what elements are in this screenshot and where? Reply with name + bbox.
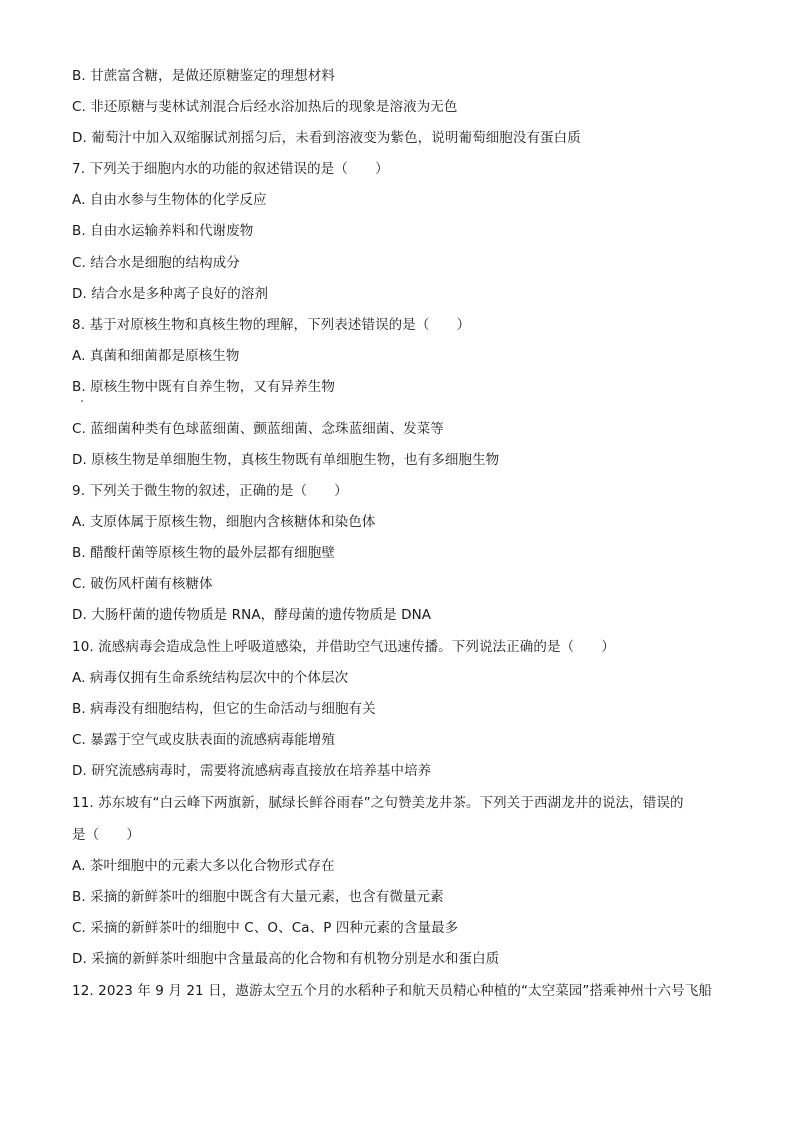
q10-option-c: C. 暴露于空气或皮肤表面的流感病毒能增殖 — [72, 732, 336, 748]
q8-stem: 8. 基于对原核生物和真核生物的理解，下列表述错误的是（ ） — [72, 317, 471, 333]
q10-option-d: D. 研究流感病毒时，需要将流感病毒直接放在培养基中培养 — [72, 763, 432, 779]
q7-option-d: D. 结合水是多种离子良好的溶剂 — [72, 286, 269, 302]
q9-option-c: C. 破伤风杆菌有核糖体 — [72, 576, 213, 592]
q7-option-a: A. 自由水参与生物体的化学反应 — [72, 192, 267, 208]
q12-stem: 12. 2023 年 9 月 21 日，遨游太空五个月的水稻种子和航天员精心种植的“太空菜园”搭乘神州十六号飞船 — [72, 983, 712, 999]
q8-option-d: D. 原核生物是单细胞生物，真核生物既有单细胞生物，也有多细胞生物 — [72, 452, 500, 468]
q10-option-b: B. 病毒没有细胞结构，但它的生命活动与细胞有关 — [72, 701, 376, 717]
q6-option-d: D. 葡萄汁中加入双缩脲试剂摇匀后，未看到溶液变为紫色，说明葡萄细胞没有蛋白质 — [72, 130, 581, 146]
q11-stem: 11. 苏东坡有“白云峰下两旗新，腻绿长鲜谷雨春”之句赞美龙井茶。下列关于西湖龙井的说法，错误的 — [72, 795, 684, 811]
q11-stem-cont: 是（ ） — [72, 827, 140, 843]
q7-option-b: B. 自由水运输养料和代谢废物 — [72, 223, 254, 239]
q9-option-a: A. 支原体属于原核生物，细胞内含核糖体和染色体 — [72, 514, 376, 530]
q11-option-d: D. 采摘的新鲜茶叶细胞中含量最高的化合物和有机物分别是水和蛋白质 — [72, 951, 500, 967]
q8-option-a: A. 真菌和细菌都是原核生物 — [72, 348, 240, 364]
q11-option-c: C. 采摘的新鲜茶叶的细胞中 C、O、Ca、P 四种元素的含量最多 — [72, 920, 459, 936]
q6-option-c: C. 非还原糖与斐林试剂混合后经水浴加热后的现象是溶液为无色 — [72, 99, 458, 115]
q8-option-c: C. 蓝细菌种类有色球蓝细菌、颤蓝细菌、念珠蓝细菌、发菜等 — [72, 421, 444, 437]
q9-option-d: D. 大肠杆菌的遗传物质是 RNA，酵母菌的遗传物质是 DNA — [72, 607, 432, 623]
q7-stem: 7. 下列关于细胞内水的功能的叙述错误的是（ ） — [72, 161, 389, 177]
q8-option-b: B. 原核生物中既有自养生物，又有异养生物 — [72, 379, 335, 395]
q10-stem: 10. 流感病毒会造成急性上呼吸道感染，并借助空气迅速传播。下列说法正确的是（ ） — [72, 639, 615, 655]
q9-stem: 9. 下列关于微生物的叙述，正确的是（ ） — [72, 483, 348, 499]
q11-option-a: A. 茶叶细胞中的元素大多以化合物形式存在 — [72, 858, 335, 874]
q6-option-b: B. 甘蔗富含糖，是做还原糖鉴定的理想材料 — [72, 68, 335, 84]
q7-option-c: C. 结合水是细胞的结构成分 — [72, 255, 240, 271]
stray-mark — [81, 400, 83, 402]
q9-option-b: B. 醋酸杆菌等原核生物的最外层都有细胞壁 — [72, 545, 335, 561]
q11-option-b: B. 采摘的新鲜茶叶的细胞中既含有大量元素，也含有微量元素 — [72, 889, 444, 905]
q10-option-a: A. 病毒仅拥有生命系统结构层次中的个体层次 — [72, 670, 349, 686]
